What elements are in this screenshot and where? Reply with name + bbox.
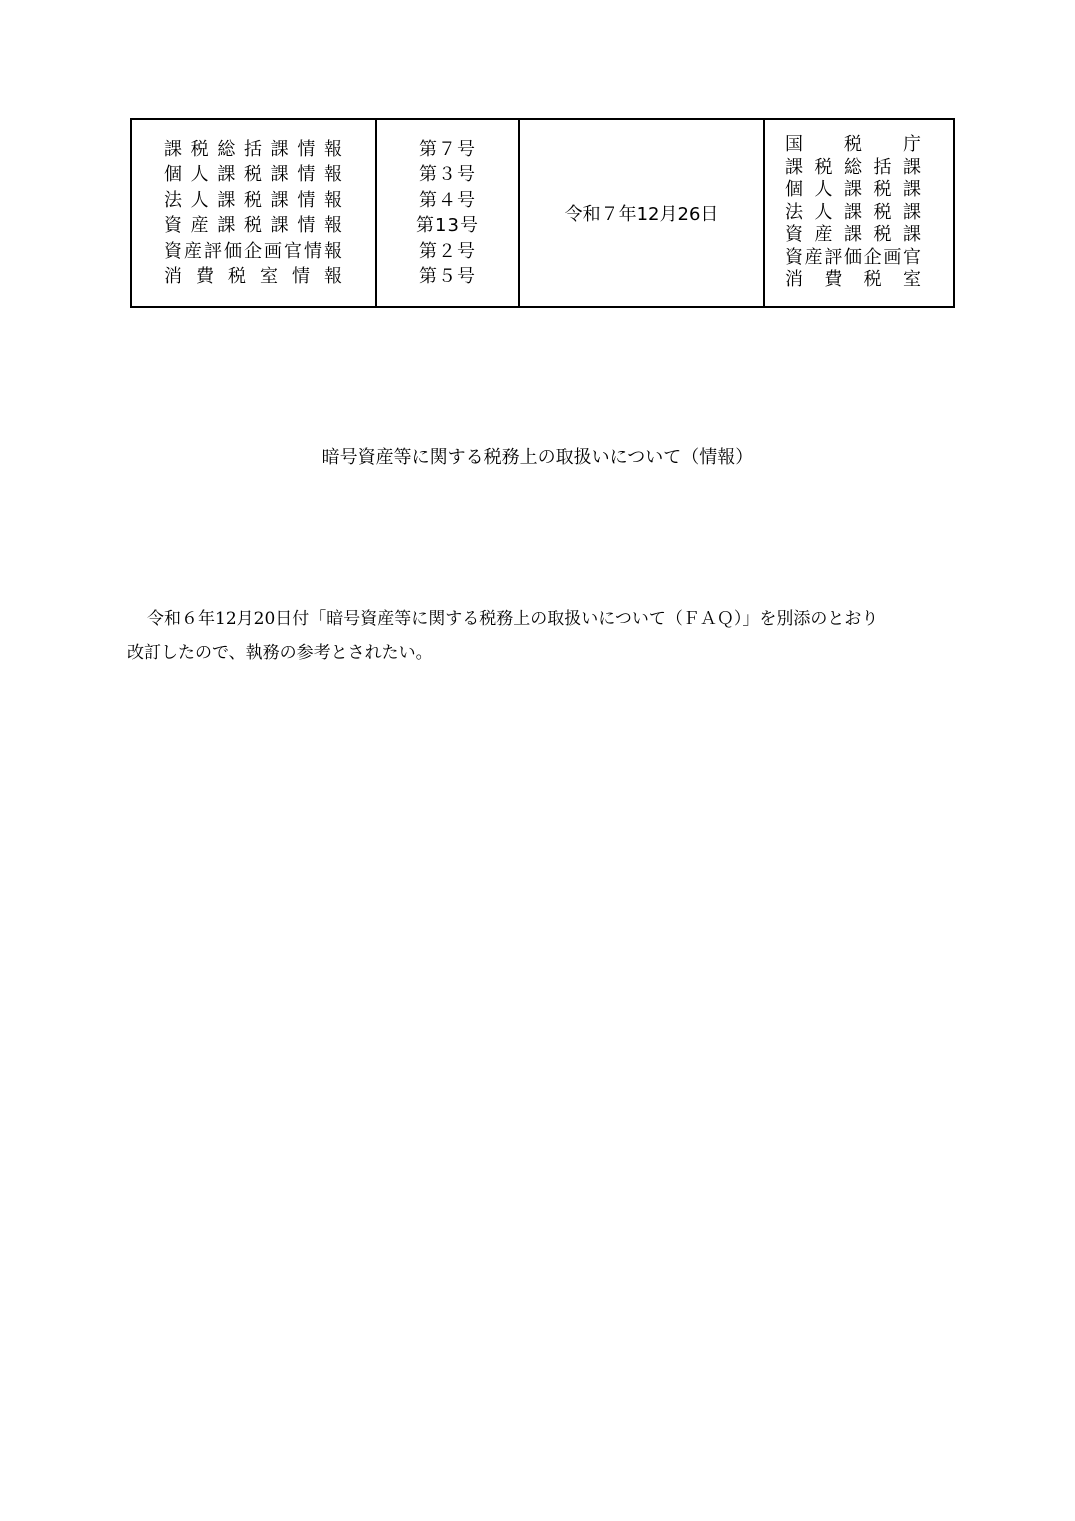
department-line: 資産課税課情報 [164, 215, 342, 236]
issuer-line: 課税総括課 [785, 156, 921, 178]
document-header-table [130, 118, 955, 308]
issue-number-cell [376, 119, 519, 307]
issue-number-list [377, 137, 518, 290]
issuer-line: 資産評価企画官 [785, 246, 921, 268]
issuer-line: 個人課税課 [785, 179, 921, 201]
department-line: 課税総括課情報 [164, 138, 342, 160]
issue-number: 第５号 [419, 266, 476, 287]
issue-date: 令和７年12月26日 [519, 119, 764, 307]
department-cell [131, 119, 376, 307]
issuer-line: 法人課税課 [785, 201, 921, 223]
department-list [132, 137, 342, 290]
issue-number: 第13号 [416, 215, 479, 236]
issue-number: 第３号 [419, 164, 476, 185]
body-line: 令和６年12月20日付「暗号資産等に関する税務上の取扱いについて（ＦＡＱ）」を別添のとおり [147, 609, 879, 629]
issuer-line: 消費税室 [785, 269, 921, 291]
department-line: 個人課税課情報 [164, 164, 342, 185]
body-paragraph [127, 602, 949, 670]
issue-number: 第７号 [419, 138, 476, 160]
department-line: 資産評価企画官情報 [164, 240, 342, 262]
issuer-line: 国税庁 [785, 134, 921, 156]
issue-number: 第４号 [419, 189, 476, 211]
issuer-cell [764, 119, 954, 307]
department-line: 法人課税課情報 [164, 189, 342, 211]
issuer-line: 資産課税課 [785, 224, 921, 246]
document-title: 暗号資産等に関する税務上の取扱いについて（情報） [321, 447, 754, 468]
issue-number: 第２号 [419, 240, 476, 262]
issuer-list [765, 134, 921, 292]
department-line: 消費税室情報 [164, 266, 342, 287]
body-line: 改訂したので、執務の参考とされたい。 [127, 643, 433, 663]
